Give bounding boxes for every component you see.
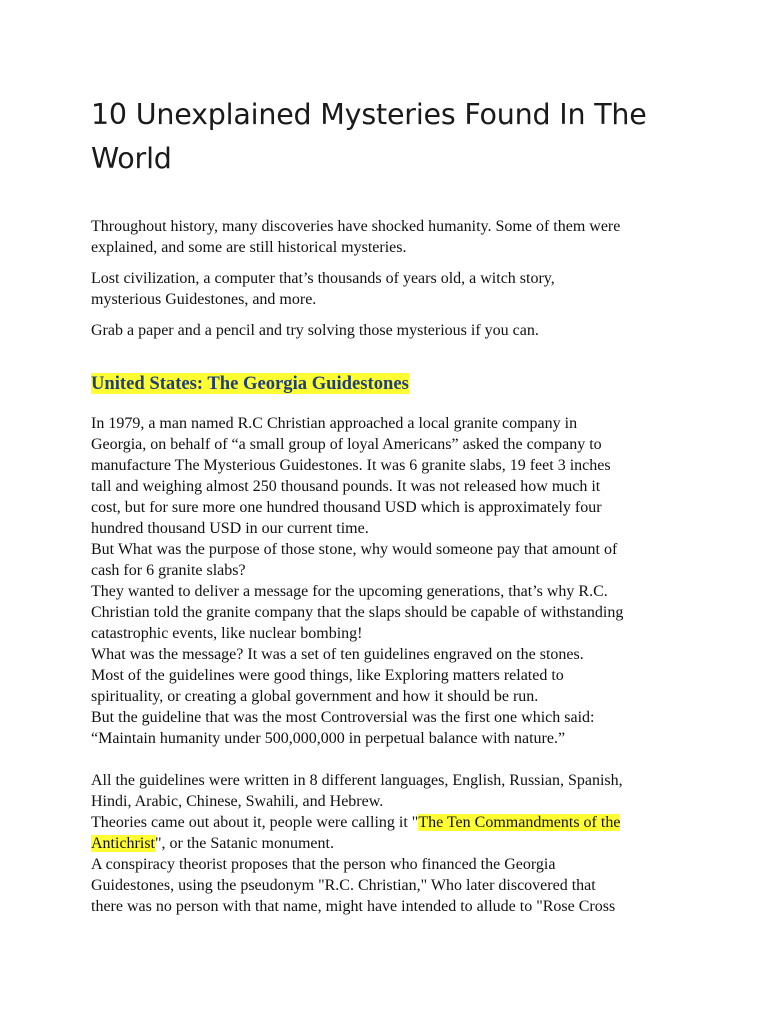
text-line: cost, but for sure more one hundred thousand USD which is approximately four (91, 499, 602, 516)
intro-section (91, 216, 691, 351)
text-line: All the guidelines were written in 8 different languages, English, Russian, Spanish, (91, 772, 623, 789)
article-body (91, 413, 691, 917)
text-line: A conspiracy theorist proposes that the person who financed the Georgia (91, 856, 556, 873)
text-line: What was the message? It was a set of ten guidelines engraved on the stones. (91, 646, 584, 663)
text-line: “Maintain humanity under 500,000,000 in perpetual balance with nature.” (91, 730, 566, 747)
text-line: But What was the purpose of those stone, why would someone pay that amount of (91, 541, 618, 558)
theories-suffix: ", or the Satanic monument. (155, 835, 334, 852)
intro-paragraph (91, 216, 691, 258)
theories-prefix: Theories came out about it, people were calling it " (91, 814, 419, 831)
text-line: Most of the guidelines were good things, like Exploring matters related to (91, 667, 564, 684)
text-line: They wanted to deliver a message for the upcoming generations, that’s why R.C. (91, 583, 608, 600)
highlighted-phrase: Antichrist (91, 835, 155, 852)
highlighted-phrase: The Ten Commandments of the (418, 814, 621, 831)
text-line: explained, and some are still historical mysteries. (91, 239, 407, 256)
text-line: In 1979, a man named R.C Christian approached a local granite company in (91, 415, 578, 432)
intro-paragraph (91, 268, 691, 310)
text-line: spirituality, or creating a global government and how it should be run. (91, 688, 539, 705)
theories-line (91, 833, 691, 854)
theories-line (91, 812, 691, 833)
text-line: cash for 6 granite slabs? (91, 562, 246, 579)
intro-paragraph (91, 320, 691, 341)
text-line: Throughout history, many discoveries have shocked humanity. Some of them were (91, 218, 621, 235)
title-line-1: 10 Unexplained Mysteries Found In The (91, 98, 647, 131)
section-heading-text: United States: The Georgia Guidestones (91, 373, 409, 394)
text-line: Georgia, on behalf of “a small group of loyal Americans” asked the company to (91, 436, 602, 453)
title-line-2: World (91, 142, 172, 175)
text-line: hundred thousand USD in our current time. (91, 520, 369, 537)
text-line: mysterious Guidestones, and more. (91, 291, 317, 308)
page-title (91, 93, 691, 181)
text-line: But the guideline that was the most Controversial was the first one which said: (91, 709, 595, 726)
section-heading (91, 371, 409, 397)
text-line: Guidestones, using the pseudonym "R.C. Christian," Who later discovered that (91, 877, 596, 894)
text-line: there was no person with that name, might have intended to allude to "Rose Cross (91, 898, 616, 915)
text-line: Christian told the granite company that the slaps should be capable of withstanding (91, 604, 624, 621)
text-line: Hindi, Arabic, Chinese, Swahili, and Hebrew. (91, 793, 384, 810)
text-line: Lost civilization, a computer that’s thousands of years old, a witch story, (91, 270, 555, 287)
text-line: Grab a paper and a pencil and try solving those mysterious if you can. (91, 322, 539, 339)
text-line: tall and weighing almost 250 thousand pounds. It was not released how much it (91, 478, 601, 495)
paragraph-spacer (91, 749, 691, 770)
text-line: manufacture The Mysterious Guidestones. It was 6 granite slabs, 19 feet 3 inches (91, 457, 611, 474)
text-line: catastrophic events, like nuclear bombing! (91, 625, 363, 642)
